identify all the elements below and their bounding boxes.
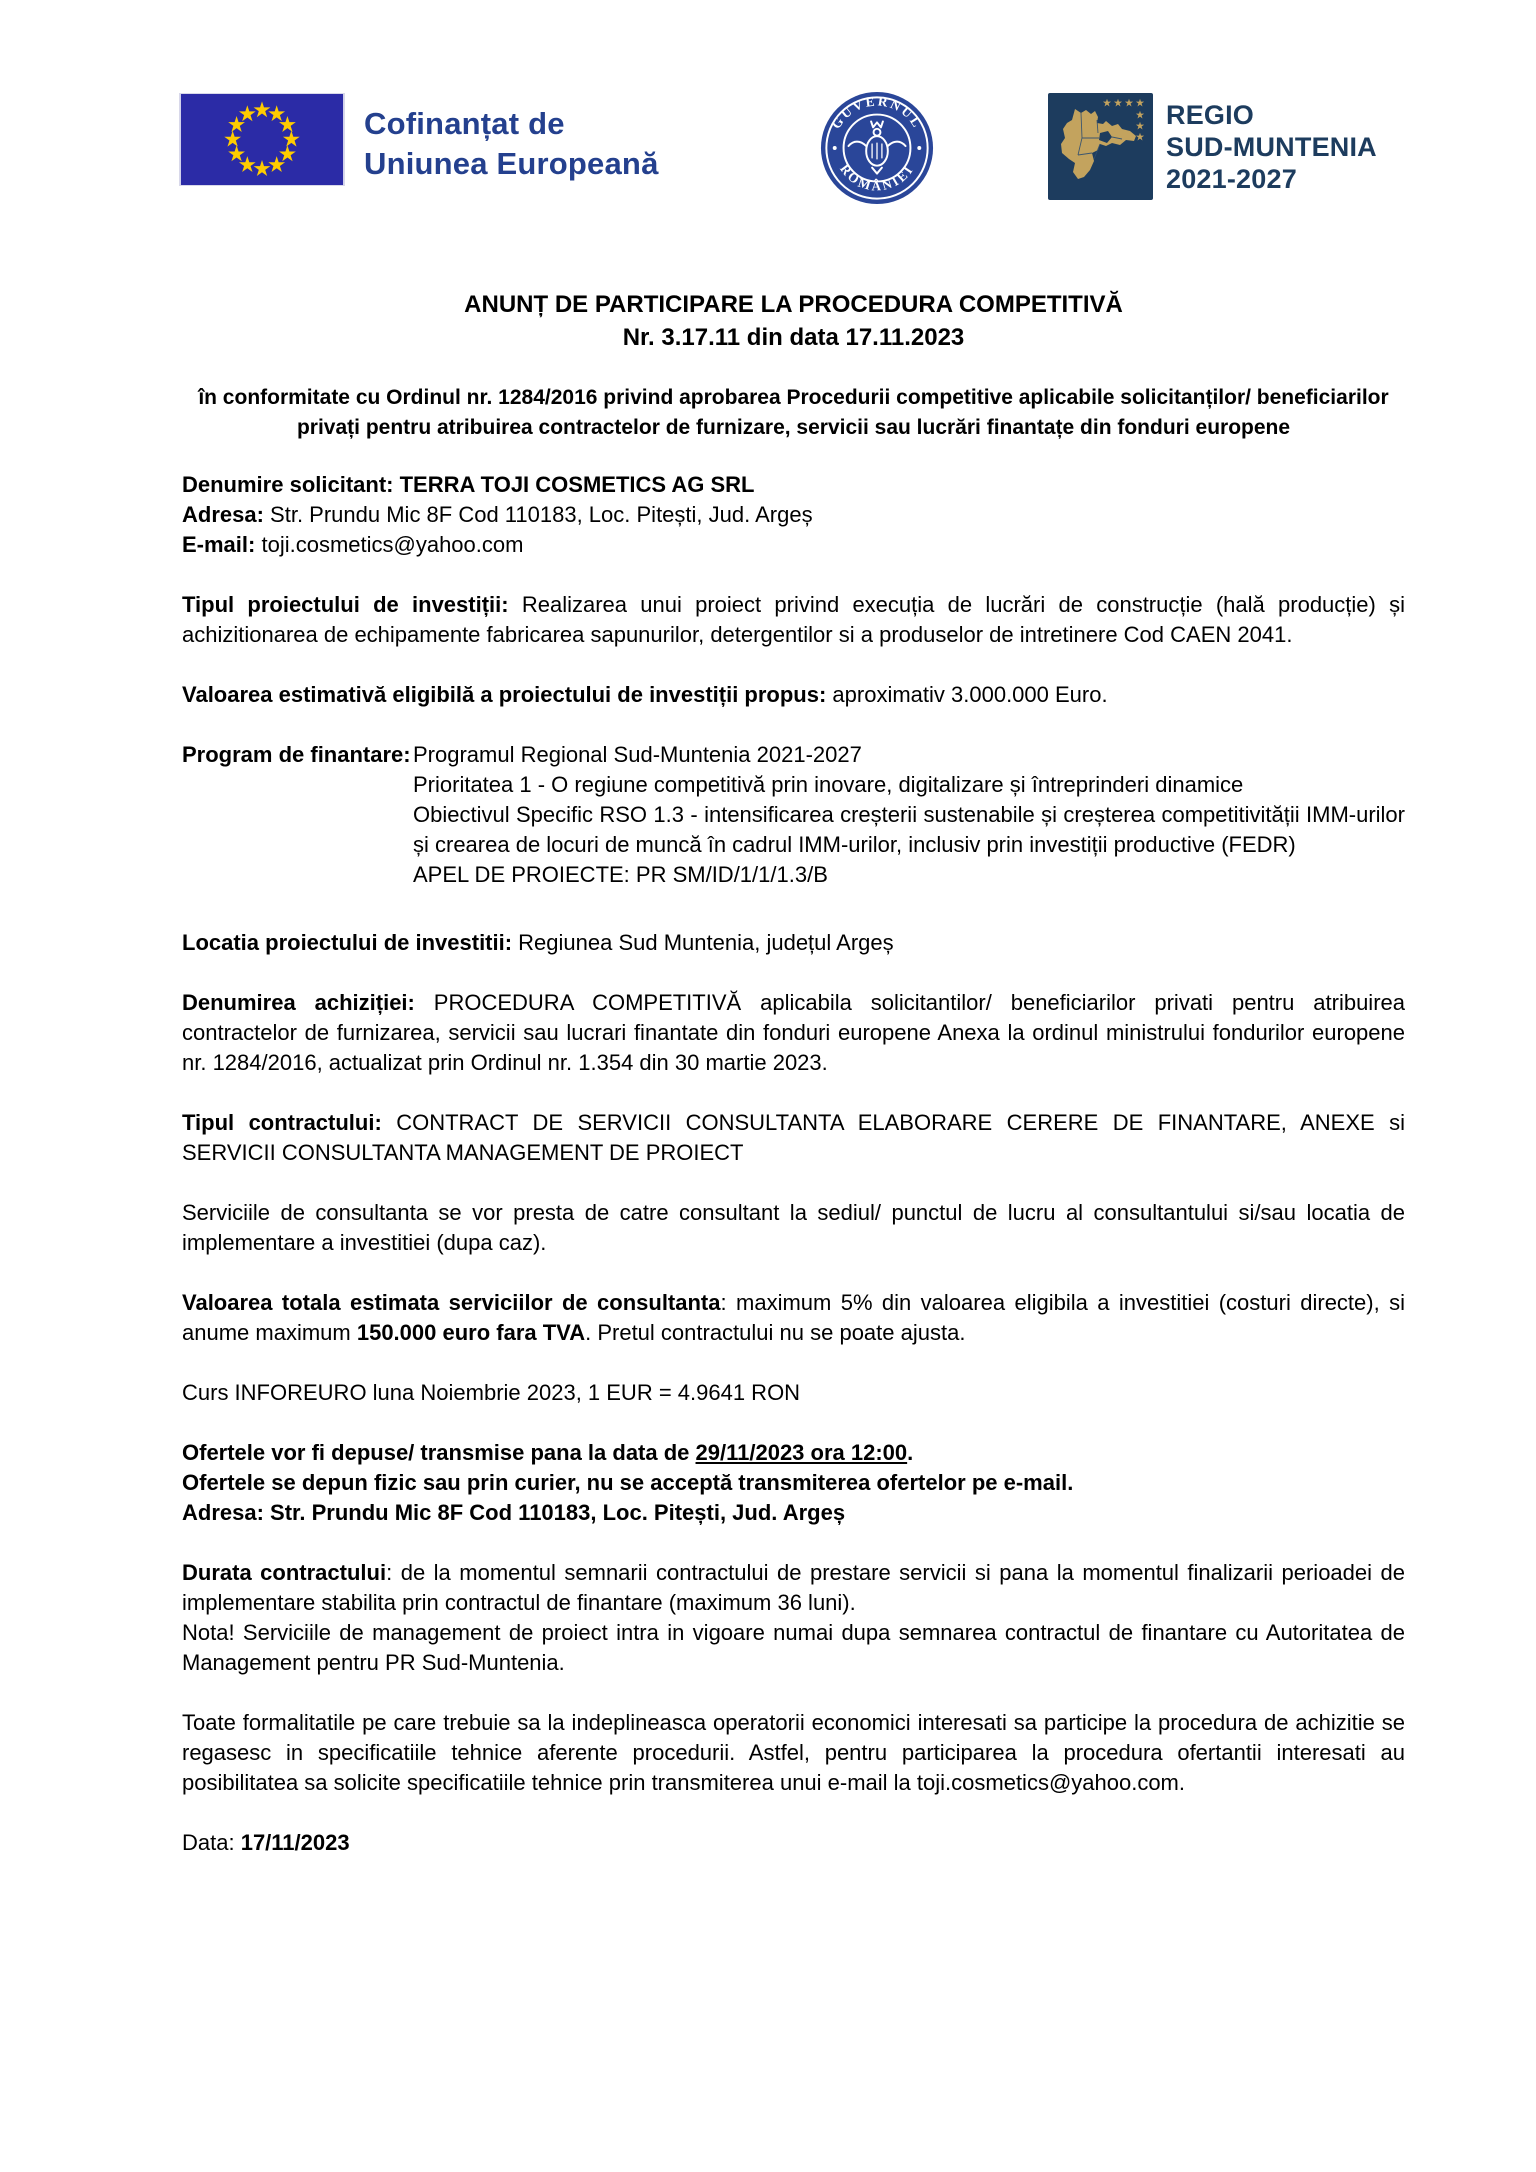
date-label: Data: <box>182 1830 241 1855</box>
contract-type-label: Tipul contractului: <box>182 1110 397 1135</box>
acquisition-text: PROCEDURA COMPETITIVĂ aplicabila solicitantilor/ beneficiarilor privati pentru atribuirea contractelor de furnizarea, servicii sau lucrari finantate din fonduri europene Anexa la ordinul ministrului fondurilor europene nr. 1284/2016, actualizat prin Ordinul nr. 1.354 din 30 martie 2023. <box>182 990 1405 1075</box>
applicant-email-label: E-mail: <box>182 532 262 557</box>
applicant-address-label: Adresa: <box>182 502 271 527</box>
document-date-line <box>182 1828 1405 1858</box>
offers-address-line <box>182 1498 1405 1528</box>
offers-deadline-date: 29/11/2023 ora 12:00 <box>695 1440 908 1465</box>
contract-type-paragraph <box>182 1108 1405 1168</box>
regio-caption-line1: REGIO <box>1166 100 1255 130</box>
location-label: Locatia proiectului de investitii: <box>182 930 519 955</box>
offers-block <box>182 1438 1405 1528</box>
applicant-address-value: Str. Prundu Mic 8F Cod 110183, Loc. Pitești, Jud. Argeș <box>270 502 813 527</box>
total-value-label: Valoarea totala estimata serviciilor de consultanta <box>182 1290 721 1315</box>
eu-caption-line2: Uniunea Europeană <box>364 146 659 181</box>
total-value-text-1: maximum 5% din valoarea eligibila a investitiei (costuri directe), si anume maximum <box>182 1290 1405 1345</box>
document-title <box>182 288 1405 354</box>
title-line2: Nr. 3.17.11 din data 17.11.2023 <box>622 324 965 351</box>
duration-block <box>182 1558 1405 1678</box>
total-value-text-2: . Pretul contractului nu se poate ajusta. <box>585 1320 966 1345</box>
funding-program-label: Program de finantare: <box>182 742 411 767</box>
regio-caption-line3: 2021-2027 <box>1166 164 1297 194</box>
offers-deadline-prefix: Ofertele vor fi depuse/ transmise pana la data de <box>182 1440 696 1465</box>
funding-program-item: APEL DE PROIECTE: PR SM/ID/1/1/1.3/B <box>413 862 828 887</box>
estimated-value-text: aproximativ 3.000.000 Euro. <box>832 682 1108 707</box>
contract-type-text: CONTRACT DE SERVICII CONSULTANTA ELABORARE CERERE DE FINANTARE, ANEXE si SERVICII CONSULTANTA MANAGEMENT DE PROIECT <box>182 1110 1405 1165</box>
exchange-rate-line: Curs INFOREURO luna Noiembrie 2023, 1 EUR = 4.9641 RON <box>182 1380 801 1405</box>
applicant-name-line <box>182 470 1405 500</box>
estimated-value-label: Valoarea estimativă eligibilă a proiectului de investiții propus: <box>182 682 833 707</box>
duration-text: de la momentul semnarii contractului de prestare servicii si pana la momentul finalizarii perioadei de implementare stabilita prin contractul de finantare (maximum 36 luni). <box>182 1560 1405 1615</box>
location-text: Regiunea Sud Muntenia, județul Argeș <box>518 930 894 955</box>
acquisition-label: Denumirea achiziției: <box>182 990 434 1015</box>
eu-caption-line1: Cofinanțat de <box>364 106 565 141</box>
applicant-name-label: Denumire solicitant: <box>182 472 400 497</box>
estimated-value-paragraph <box>182 680 1405 710</box>
applicant-email-value: toji.cosmetics@yahoo.com <box>261 532 524 557</box>
regio-caption-line2: SUD-MUNTENIA <box>1166 132 1377 162</box>
funding-program-item: Obiectivul Specific RSO 1.3 - intensificarea creșterii sustenabile și creșterea competitivității IMM-urilor și crearea de locuri de muncă în cadrul IMM-urilor, inclusiv prin investiții productive (FEDR) <box>413 802 1405 857</box>
funding-program-block <box>182 740 1405 890</box>
offers-address-label: Adresa: <box>182 1500 271 1525</box>
legal-basis-paragraph: în conformitate cu Ordinul nr. 1284/2016 privind aprobarea Procedurii competitive aplicabile solicitanților/ beneficiarilor privați pentru atribuirea contractelor de furnizare, servicii sau lucrări finantațe din fonduri europene <box>198 386 1389 439</box>
offers-submission-line: Ofertele se depun fizic sau prin curier, nu se acceptă transmiterea ofertelor pe e-mail. <box>182 1470 1074 1495</box>
location-paragraph <box>182 928 1405 958</box>
duration-note: Nota! Serviciile de management de proiect intra in vigoare numai dupa semnarea contractul de finantare cu Autoritatea de Management pentru PR Sud-Muntenia. <box>182 1620 1405 1675</box>
total-value-paragraph <box>182 1288 1405 1348</box>
total-value-separator: : <box>720 1290 737 1315</box>
applicant-name-value: TERRA TOJI COSMETICS AG SRL <box>399 472 755 497</box>
acquisition-paragraph <box>182 988 1405 1078</box>
applicant-block <box>182 470 1405 560</box>
applicant-email-line <box>182 530 1405 560</box>
offers-deadline-line <box>182 1438 1405 1468</box>
services-note-paragraph: Serviciile de consultanta se vor presta de catre consultant la sediul/ punctul de lucru al consultantului si/sau locatia de implementare a investitiei (dupa caz). <box>182 1200 1405 1255</box>
formalities-paragraph: Toate formalitatile pe care trebuie sa la indeplineasca operatorii economici interesati sa participe la procedura de achizitie se regasesc in specificatiile tehnice aferente procedurii. Astfel, pentru participarea la procedura ofertantii interesati au posibilitatea sa solicite specificatiile tehnice prin transmiterea unui e-mail la toji.cosmetics@yahoo.com. <box>182 1710 1405 1795</box>
title-line1: ANUNȚ DE PARTICIPARE LA PROCEDURA COMPETITIVĂ <box>464 291 1123 318</box>
date-value: 17/11/2023 <box>240 1830 350 1855</box>
funding-program-item: Programul Regional Sud-Muntenia 2021-2027 <box>413 742 862 767</box>
gov-seal-text-bottom: ROMÂNIEI <box>837 161 917 194</box>
project-type-paragraph <box>182 590 1405 650</box>
funding-program-item: Prioritatea 1 - O regiune competitivă prin inovare, digitalizare și întreprinderi dinamice <box>413 772 1244 797</box>
duration-paragraph <box>182 1558 1405 1618</box>
project-type-label: Tipul proiectului de investiții: <box>182 592 522 617</box>
applicant-address-line <box>182 500 1405 530</box>
funding-program-content <box>413 740 1405 890</box>
project-type-text: Realizarea unui proiect privind execuția de lucrări de construcție (hală producție) și achizitionarea de echipamente fabricarea sapunurilor, detergentilor si a produselor de intretinere Cod CAEN 2041. <box>182 592 1405 647</box>
total-value-amount: 150.000 euro fara TVA <box>356 1320 586 1345</box>
duration-separator: : <box>386 1560 401 1585</box>
offers-address-value: Str. Prundu Mic 8F Cod 110183, Loc. Pitești, Jud. Argeș <box>270 1500 846 1525</box>
offers-deadline-suffix: . <box>907 1440 914 1465</box>
duration-label: Durata contractului <box>182 1560 387 1585</box>
gov-seal-text-top: GUVERNUL <box>828 93 926 132</box>
